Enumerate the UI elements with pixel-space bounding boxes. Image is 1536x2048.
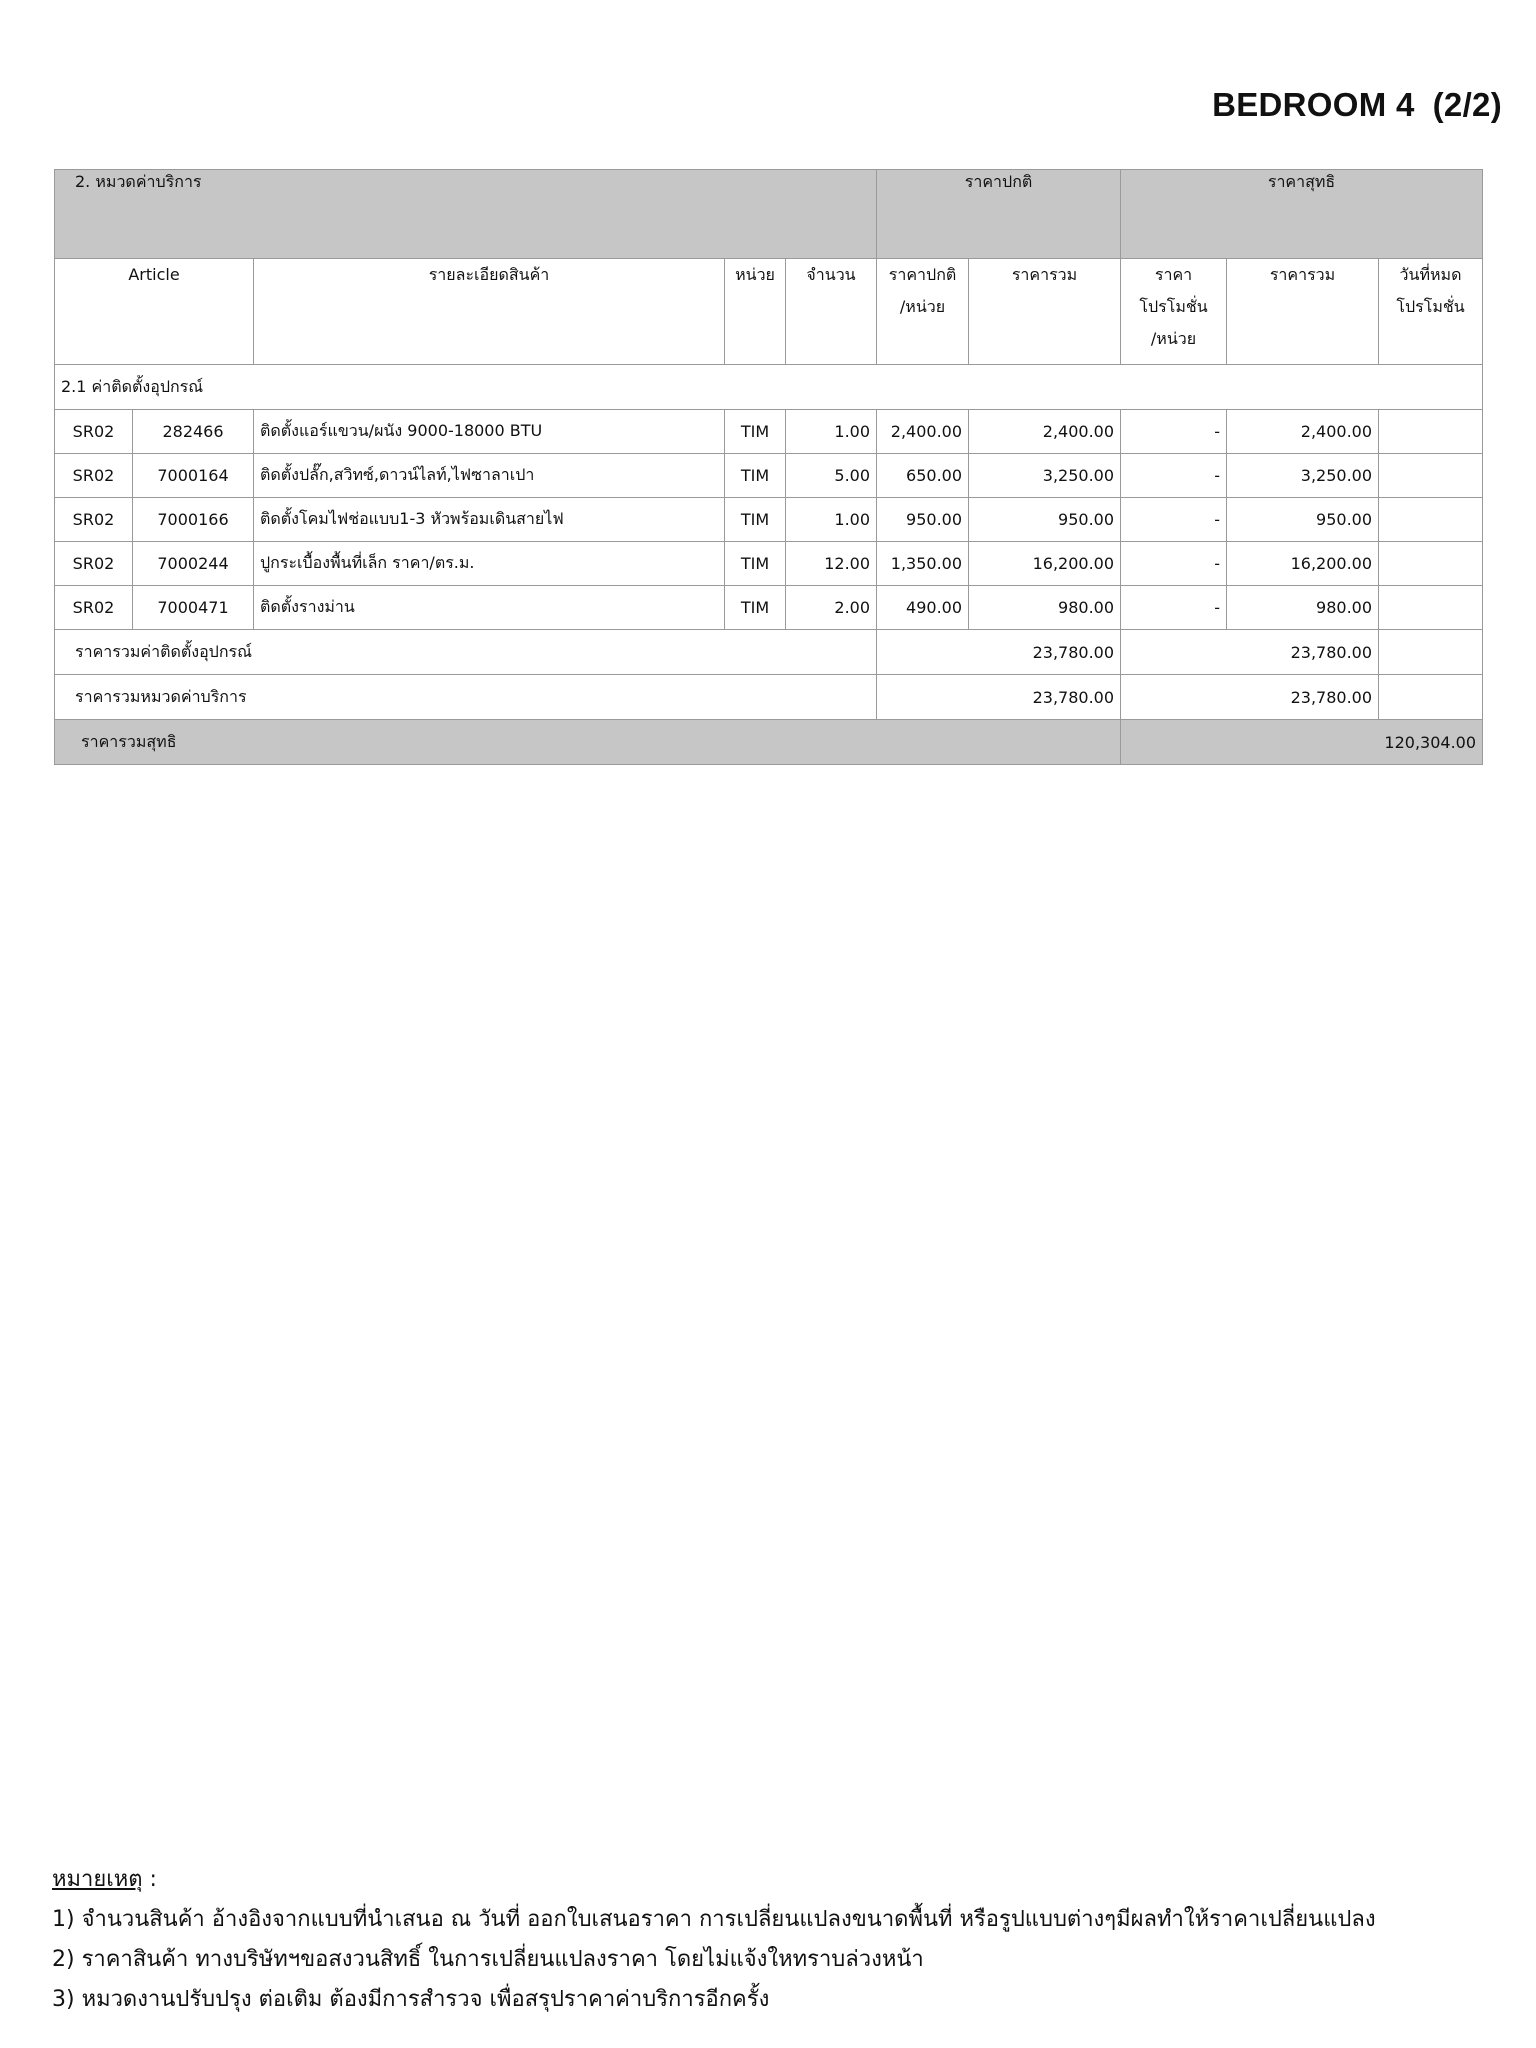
col-unit: หน่วย — [725, 259, 786, 365]
cell-quantity: 1.00 — [786, 410, 877, 454]
cell-unit: TIM — [725, 498, 786, 542]
cell-description: ติดตั้งปลั๊ก,สวิทซ์,ดาวน์ไลท์,ไฟซาลาเปา — [254, 454, 725, 498]
col-promo-price-line: โปรโมชั่น — [1139, 297, 1208, 316]
regular-price-header: ราคาปกติ — [877, 170, 1121, 259]
col-promo-price-line: ราคา — [1154, 265, 1193, 284]
cell-total: 16,200.00 — [969, 542, 1121, 586]
cell-description: ติดตั้งรางม่าน — [254, 586, 725, 630]
cell-description: ปูกระเบื้องพื้นที่เล็ก ราคา/ตร.ม. — [254, 542, 725, 586]
table-row — [55, 454, 1483, 498]
cell-unit: TIM — [725, 454, 786, 498]
col-promo-end-line: โปรโมชั่น — [1396, 297, 1465, 316]
cell-article: 7000471 — [133, 586, 254, 630]
col-promo-end — [1379, 259, 1483, 365]
cell-article: 7000164 — [133, 454, 254, 498]
notes-heading — [52, 1860, 1376, 1900]
cell-promo-end — [1379, 498, 1483, 542]
col-total: ราคารวม — [969, 259, 1121, 365]
notes-title: หมายเหตุ — [52, 1867, 143, 1892]
cell-net-total: 950.00 — [1227, 498, 1379, 542]
table-row — [55, 586, 1483, 630]
group-row — [55, 365, 1483, 410]
col-article: Article — [55, 259, 254, 365]
category-net-total-value: 23,780.00 — [1121, 675, 1379, 720]
cell-promo-price: - — [1121, 542, 1227, 586]
cell-promo-price: - — [1121, 410, 1227, 454]
cell-code: SR02 — [55, 542, 133, 586]
quotation-table — [54, 169, 1483, 765]
category-total-value: 23,780.00 — [877, 675, 1121, 720]
cell-quantity: 5.00 — [786, 454, 877, 498]
col-promo-end-line: วันที่หมด — [1399, 265, 1462, 284]
cell-total: 950.00 — [969, 498, 1121, 542]
section-header-row — [55, 170, 1483, 259]
cell-article: 282466 — [133, 410, 254, 454]
cell-description: ติดตั้งแอร์แขวน/ผนัง 9000-18000 BTU — [254, 410, 725, 454]
cell-quantity: 2.00 — [786, 586, 877, 630]
col-promo-price — [1121, 259, 1227, 365]
cell-net-total: 2,400.00 — [1227, 410, 1379, 454]
category-total-row — [55, 675, 1483, 720]
cell-total: 980.00 — [969, 586, 1121, 630]
notes-colon: : — [142, 1867, 157, 1892]
category-total-empty-cell — [1379, 675, 1483, 720]
cell-code: SR02 — [55, 498, 133, 542]
subtotal-label: ราคารวมค่าติดตั้งอุปกรณ์ — [55, 630, 877, 675]
subtotal-row — [55, 630, 1483, 675]
note-item: 2) ราคาสินค้า ทางบริษัทฯขอสงวนสิทธิ์ ในการเปลี่ยนแปลงราคา โดยไม่แจ้งใหทราบล่วงหน้า — [52, 1947, 924, 1972]
grand-total-label: ราคารวมสุทธิ — [55, 720, 1121, 765]
cell-description: ติดตั้งโคมไฟช่อแบบ1-3 หัวพร้อมเดินสายไฟ — [254, 498, 725, 542]
section-title: 2. หมวดค่าบริการ — [55, 170, 877, 259]
cell-total: 3,250.00 — [969, 454, 1121, 498]
cell-promo-price: - — [1121, 454, 1227, 498]
group-title: 2.1 ค่าติดตั้งอุปกรณ์ — [55, 365, 1483, 410]
subtotal-net-total: 23,780.00 — [1121, 630, 1379, 675]
cell-unit-price: 950.00 — [877, 498, 969, 542]
cell-promo-price: - — [1121, 586, 1227, 630]
cell-article: 7000244 — [133, 542, 254, 586]
cell-promo-end — [1379, 454, 1483, 498]
cell-unit: TIM — [725, 542, 786, 586]
cell-article: 7000166 — [133, 498, 254, 542]
cell-unit: TIM — [725, 586, 786, 630]
grand-total-row — [55, 720, 1483, 765]
cell-net-total: 3,250.00 — [1227, 454, 1379, 498]
col-promo-price-line: /หน่วย — [1150, 329, 1197, 348]
grand-total-value: 120,304.00 — [1121, 720, 1483, 765]
note-item: 3) หมวดงานปรับปรุง ต่อเติม ต้องมีการสำรวจ เพื่อสรุปราคาค่าบริการอีกครั้ง — [52, 1987, 770, 2012]
cell-promo-end — [1379, 410, 1483, 454]
page-number: (2/2) — [1432, 86, 1502, 123]
cell-total: 2,400.00 — [969, 410, 1121, 454]
cell-code: SR02 — [55, 410, 133, 454]
cell-unit-price: 2,400.00 — [877, 410, 969, 454]
room-name: BEDROOM 4 — [1212, 86, 1415, 123]
subtotal-empty-cell — [1379, 630, 1483, 675]
cell-unit-price: 1,350.00 — [877, 542, 969, 586]
cell-code: SR02 — [55, 454, 133, 498]
cell-unit-price: 650.00 — [877, 454, 969, 498]
cell-promo-end — [1379, 586, 1483, 630]
col-unit-price-line: /หน่วย — [899, 297, 946, 316]
column-header-row — [55, 259, 1483, 365]
notes-section — [52, 1860, 1376, 2020]
cell-net-total: 980.00 — [1227, 586, 1379, 630]
table-row — [55, 498, 1483, 542]
cell-net-total: 16,200.00 — [1227, 542, 1379, 586]
col-description: รายละเอียดสินค้า — [254, 259, 725, 365]
cell-unit: TIM — [725, 410, 786, 454]
note-item: 1) จำนวนสินค้า อ้างอิงจากแบบที่นำเสนอ ณ วันที่ ออกใบเสนอราคา การเปลี่ยนแปลงขนาดพื้นที่ หรือรูปแบบต่างๆมีผลทำให้ราคาเปลี่ยนแปลง — [52, 1907, 1376, 1932]
cell-promo-price: - — [1121, 498, 1227, 542]
col-unit-price-line: ราคาปกติ — [888, 265, 957, 284]
col-net-total: ราคารวม — [1227, 259, 1379, 365]
cell-quantity: 1.00 — [786, 498, 877, 542]
table-row — [55, 542, 1483, 586]
cell-quantity: 12.00 — [786, 542, 877, 586]
category-total-label: ราคารวมหมวดค่าบริการ — [55, 675, 877, 720]
cell-unit-price: 490.00 — [877, 586, 969, 630]
table-row — [55, 410, 1483, 454]
subtotal-total: 23,780.00 — [877, 630, 1121, 675]
net-price-header: ราคาสุทธิ — [1121, 170, 1483, 259]
col-unit-price — [877, 259, 969, 365]
page-title — [1212, 86, 1502, 124]
cell-promo-end — [1379, 542, 1483, 586]
cell-code: SR02 — [55, 586, 133, 630]
col-quantity: จำนวน — [786, 259, 877, 365]
